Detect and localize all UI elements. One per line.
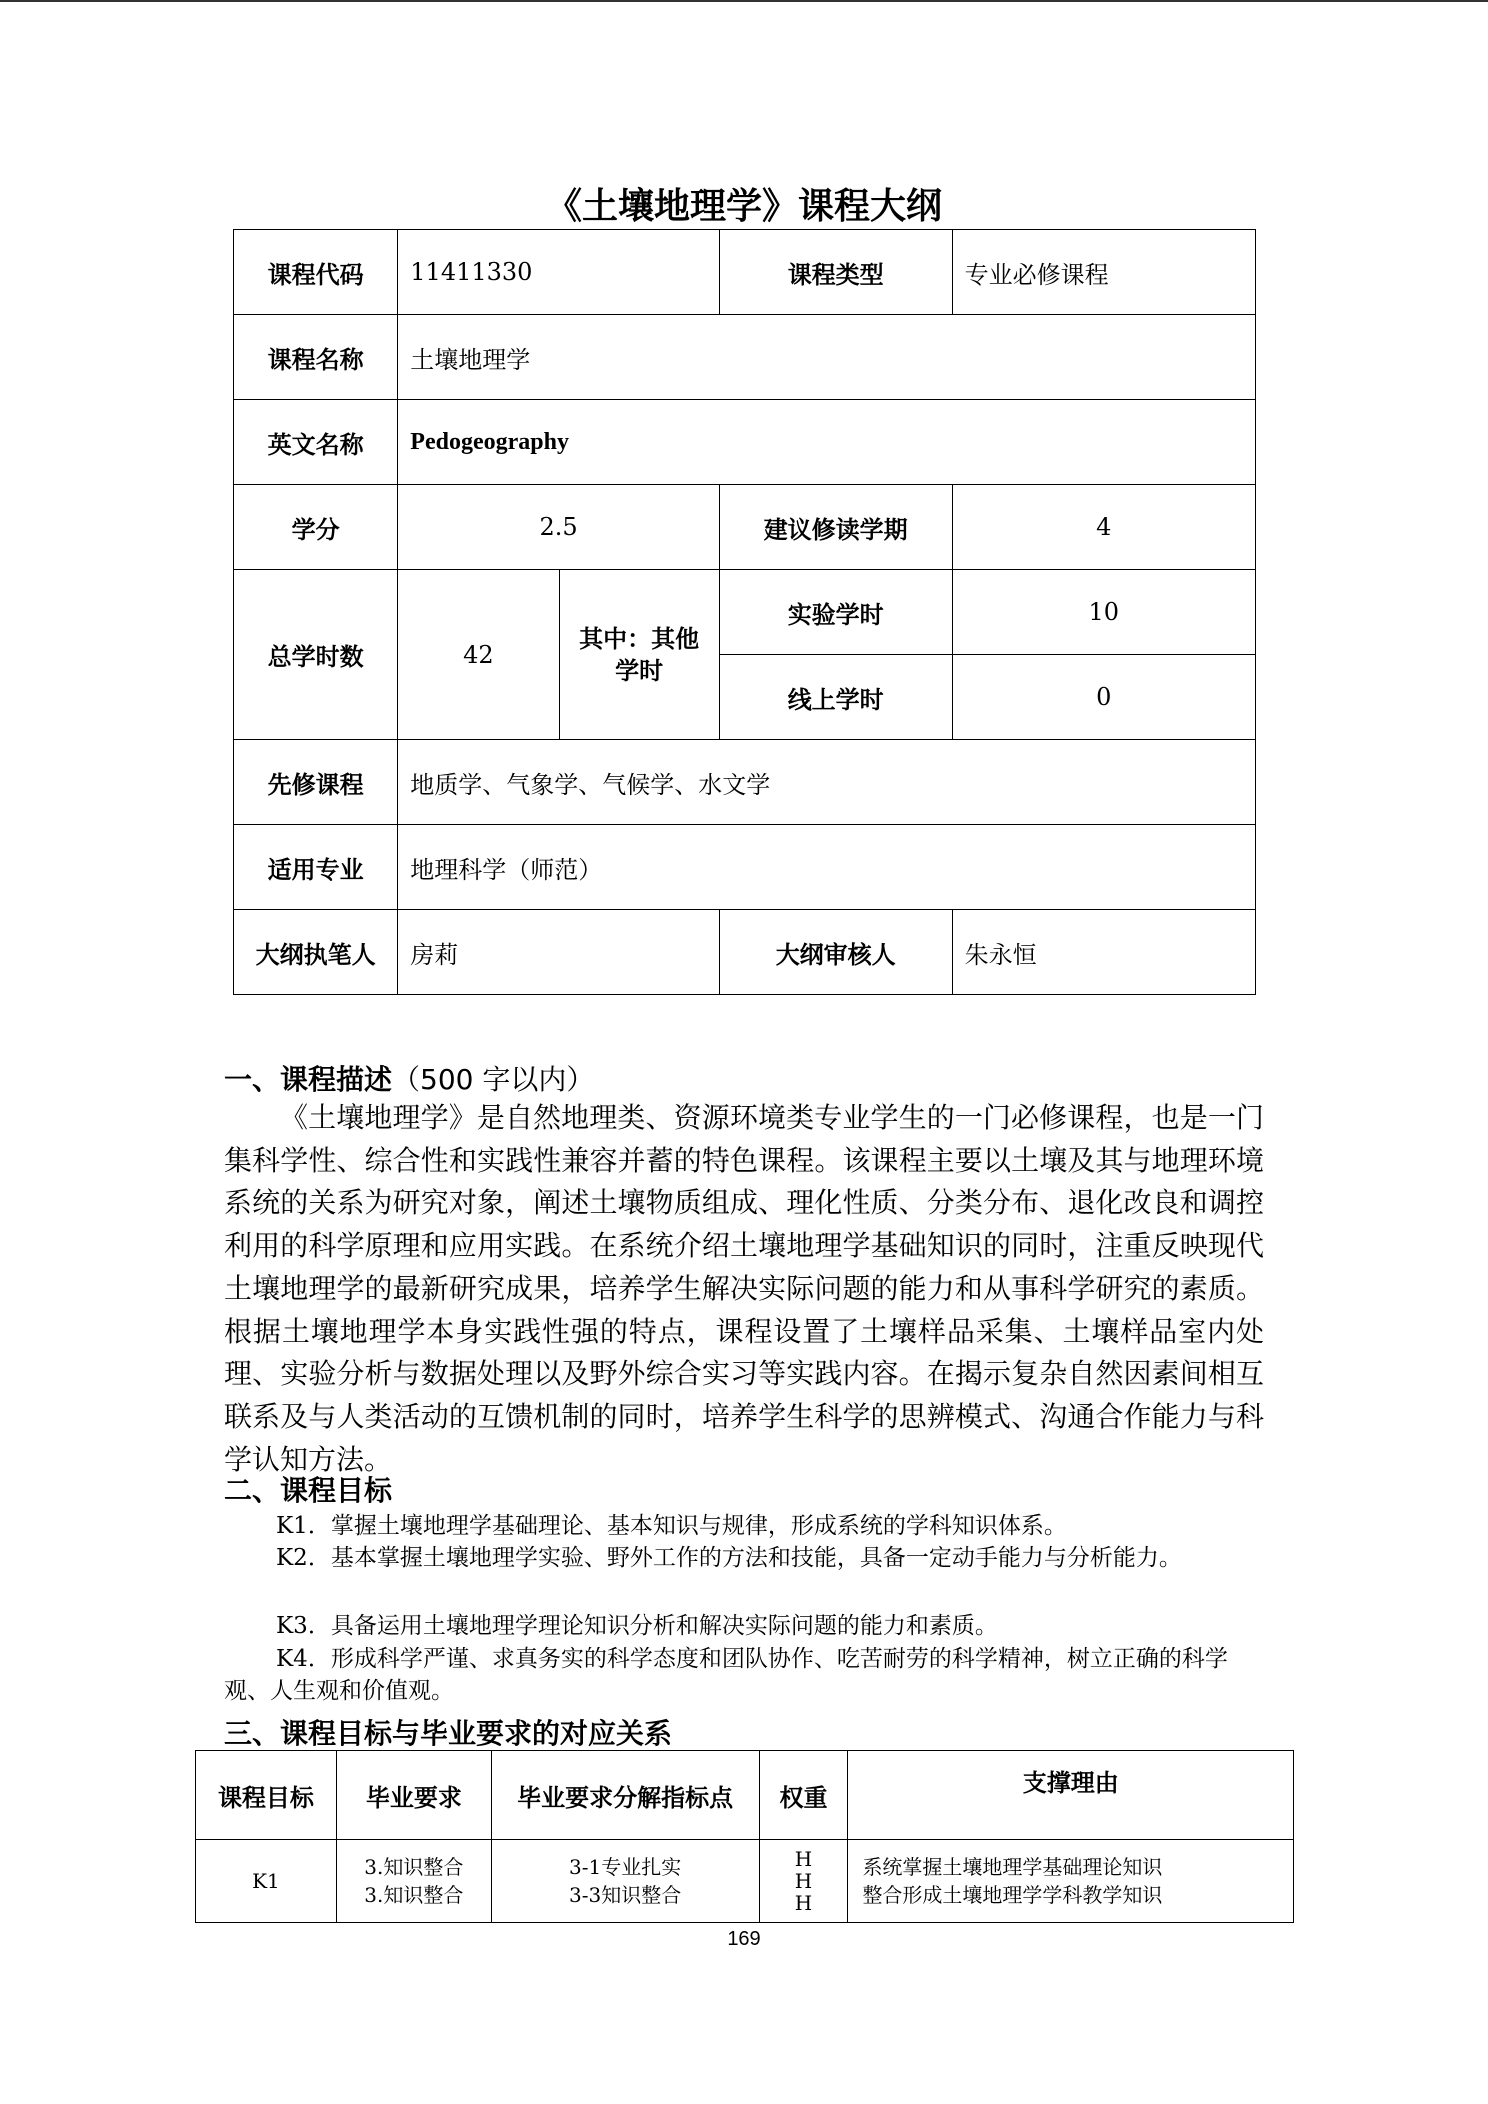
objective-k2: K2．基本掌握土壤地理学实验、野外工作的方法和技能，具备一定动手能力与分析能力。 xyxy=(276,1545,1182,1571)
course-code: 11411330 xyxy=(398,230,720,315)
lab-hours: 10 xyxy=(952,570,1255,655)
author: 房莉 xyxy=(398,910,720,995)
total-hours: 42 xyxy=(398,570,559,740)
objective-mapping-table xyxy=(195,1750,1294,1923)
requirement-cell xyxy=(336,1840,491,1923)
goal-cell: K1 xyxy=(196,1840,337,1923)
header-weight: 权重 xyxy=(759,1751,848,1840)
section1-heading xyxy=(224,1058,594,1098)
header-reason: 支撑理由 xyxy=(848,1751,1294,1840)
course-type: 专业必修课程 xyxy=(952,230,1255,315)
reason-1: 系统掌握土壤地理学基础理论知识 xyxy=(862,1855,1163,1879)
course-description: 《土壤地理学》是自然地理类、资源环境类专业学生的一门必修课程，也是一门集科学性、综合性和实践性兼容并蓄的特色课程。该课程主要以土壤及其与地理环境系统的关系为研究对象，阐述土壤物质组成、理化性质、分类分布、退化改良和调控利用的科学原理和应用实践。在系统介绍土壤地理学基础知识的同时，注重反映现代土壤地理学的最新研究成果，培养学生解决实际问题的能力和从事科学研究的素质。根据土壤地理学本身实践性强的特点，课程设置了土壤样品采集、土壤样品室内处理、实验分析与数据处理以及野外综合实习等实践内容。在揭示复杂自然因素间相互联系及与人类活动的互馈机制的同时，培养学生科学的思辨模式、沟通合作能力与科学认知方法。 xyxy=(224,1101,1264,1476)
credit-label: 学分 xyxy=(234,485,398,570)
applicable-major: 地理科学（师范） xyxy=(398,825,1256,910)
prereq-label: 先修课程 xyxy=(234,740,398,825)
online-label: 线上学时 xyxy=(719,655,952,740)
reviewer-label: 大纲审核人 xyxy=(719,910,952,995)
table-row xyxy=(196,1840,1294,1923)
page-number: 169 xyxy=(727,1928,761,1950)
weight-3: H xyxy=(794,1891,813,1915)
header-requirement: 毕业要求 xyxy=(336,1751,491,1840)
section2-heading: 二、课程目标 xyxy=(224,1474,393,1507)
requirement-2: 3.知识整合 xyxy=(364,1883,464,1907)
page-title: 《土壤地理学》课程大纲 xyxy=(545,186,942,227)
indicator-1: 3-1专业扎实 xyxy=(569,1855,682,1879)
indicator-cell xyxy=(491,1840,759,1923)
weight-2: H xyxy=(794,1869,813,1893)
reviewer: 朱永恒 xyxy=(952,910,1255,995)
course-info-table xyxy=(233,229,1256,995)
name-label: 课程名称 xyxy=(234,315,398,400)
en-label: 英文名称 xyxy=(234,400,398,485)
online-hours: 0 xyxy=(952,655,1255,740)
reason-cell xyxy=(848,1840,1294,1923)
hours-label: 总学时数 xyxy=(234,570,398,740)
objective-k4: K4．形成科学严谨、求真务实的科学态度和团队协作、吃苦耐劳的科学精神，树立正确的科学观、人生观和价值观。 xyxy=(224,1646,1228,1704)
english-name: Pedogeography xyxy=(398,400,1256,485)
term: 4 xyxy=(952,485,1255,570)
weight-cell xyxy=(759,1840,848,1923)
code-label: 课程代码 xyxy=(234,230,398,315)
major-label: 适用专业 xyxy=(234,825,398,910)
header-goal: 课程目标 xyxy=(196,1751,337,1840)
section3-heading: 三、课程目标与毕业要求的对应关系 xyxy=(224,1717,673,1750)
author-label: 大纲执笔人 xyxy=(234,910,398,995)
section1-note: （500 字以内） xyxy=(392,1063,595,1096)
objective-k3: K3．具备运用土壤地理学理论知识分析和解决实际问题的能力和素质。 xyxy=(276,1613,998,1639)
indicator-2: 3-3知识整合 xyxy=(569,1883,682,1907)
requirement-1: 3.知识整合 xyxy=(364,1855,464,1879)
term-label: 建议修读学期 xyxy=(719,485,952,570)
header-indicator: 毕业要求分解指标点 xyxy=(491,1751,759,1840)
weight-1: H xyxy=(794,1847,813,1871)
top-border-line xyxy=(0,0,1488,2)
other-hours-label: 其中：其他学时 xyxy=(559,570,719,740)
course-name: 土壤地理学 xyxy=(398,315,1256,400)
lab-label: 实验学时 xyxy=(719,570,952,655)
type-label: 课程类型 xyxy=(719,230,952,315)
objective-k1: K1．掌握土壤地理学基础理论、基本知识与规律，形成系统的学科知识体系。 xyxy=(276,1513,1067,1539)
credit: 2.5 xyxy=(398,485,720,570)
reason-2: 整合形成土壤地理学学科教学知识 xyxy=(862,1883,1163,1907)
prerequisites: 地质学、气象学、气候学、水文学 xyxy=(398,740,1256,825)
section1-title: 一、课程描述 xyxy=(224,1063,393,1096)
